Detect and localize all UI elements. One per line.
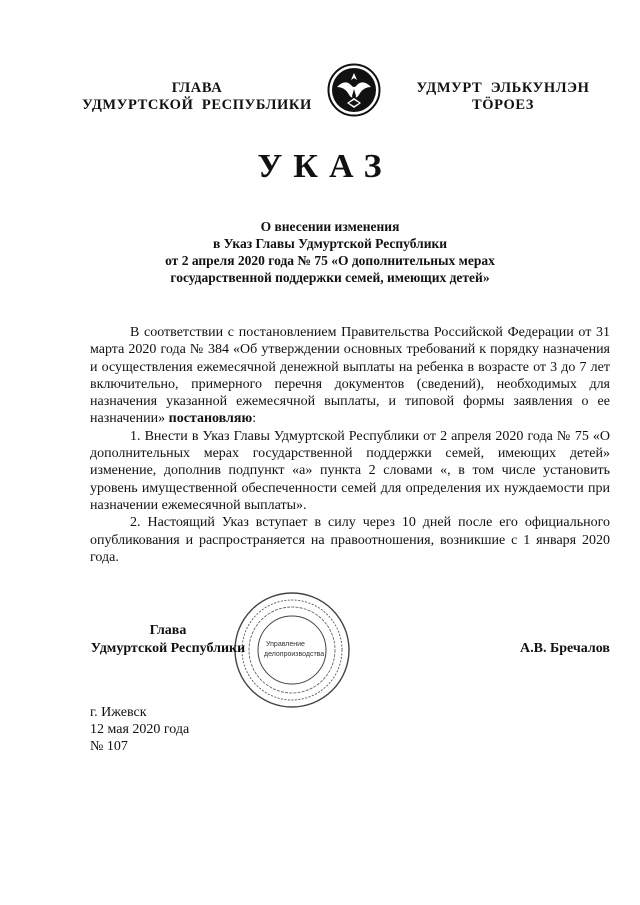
- signatory-position-line-1: Глава: [149, 623, 187, 638]
- udmurt-republic-emblem-icon: [327, 63, 381, 117]
- preamble-text: В соответствии с постановлением Правительства Российской Федерации от 31 марта 2020 года № 384 «Об утверждении основных требований к порядку назначения и осуществления ежемесячной денежной выплаты на ребенка в возрасте от 3 до 7 лет включительно, примерного перечня документов (сведений), необходимых для назначения указанной ежемесячной выплаты, и типовой формы заявления о ее назначении»: [90, 325, 610, 427]
- issuer-line-1: ГЛАВА: [171, 80, 223, 96]
- document-title: УКАЗ: [257, 148, 393, 185]
- issuer-udmurt-line-1: УДМУРТ ЭЛЬКУНЛЭН: [416, 80, 590, 96]
- issue-place: г. Ижевск: [90, 705, 147, 720]
- issuer-title-udmurt: [408, 80, 598, 114]
- issuer-title-russian: [82, 80, 312, 114]
- subject-line: от 2 апреля 2020 года № 75 «О дополнительных мерах: [165, 253, 495, 268]
- issue-date: 12 мая 2020 года: [90, 722, 190, 737]
- stamp-inner-line-1: Управление: [266, 641, 305, 648]
- document-issue-details: [90, 704, 189, 755]
- office-seal-stamp-icon: [232, 590, 352, 710]
- document-number: № 107: [90, 739, 128, 754]
- signatory-position-line-2: Удмуртской Республики: [90, 641, 246, 656]
- subject-line: в Указ Главы Удмуртской Республики: [212, 236, 448, 251]
- clause-2-paragraph: 2. Настоящий Указ вступает в силу через 10 дней после его официального опубликования и распространяется на правоотношения, возникшие с 1 января 2020 года.: [90, 515, 610, 565]
- issuer-udmurt-line-2: ТӦРОЕЗ: [471, 97, 535, 113]
- subject-line: О внесении изменения: [260, 219, 400, 234]
- clause-1-paragraph: 1. Внести в Указ Главы Удмуртской Республики от 2 апреля 2020 года № 75 «О дополнительных мерах государственной поддержки семей, имеющих детей» изменение, дополнив подпункт «а» пункта 2 словами «, в том числе установить уровень имущественной обеспеченности семей для определения их нуждаемости при назначении ежемесячной выплаты».: [90, 428, 610, 513]
- signatory-name: А.В. Бречалов: [520, 641, 610, 656]
- preamble-colon: :: [252, 411, 257, 427]
- issuer-line-2: УДМУРТСКОЙ РЕСПУБЛИКИ: [82, 97, 312, 113]
- stamp-inner-line-2: делопроизводства: [264, 651, 325, 658]
- signatory-position: [88, 622, 248, 658]
- document-subject: [100, 218, 560, 286]
- document-body: [90, 324, 610, 566]
- decree-verb: постановляю: [168, 411, 253, 427]
- subject-line: государственной поддержки семей, имеющих детей»: [170, 270, 490, 285]
- preamble-paragraph: [90, 324, 610, 428]
